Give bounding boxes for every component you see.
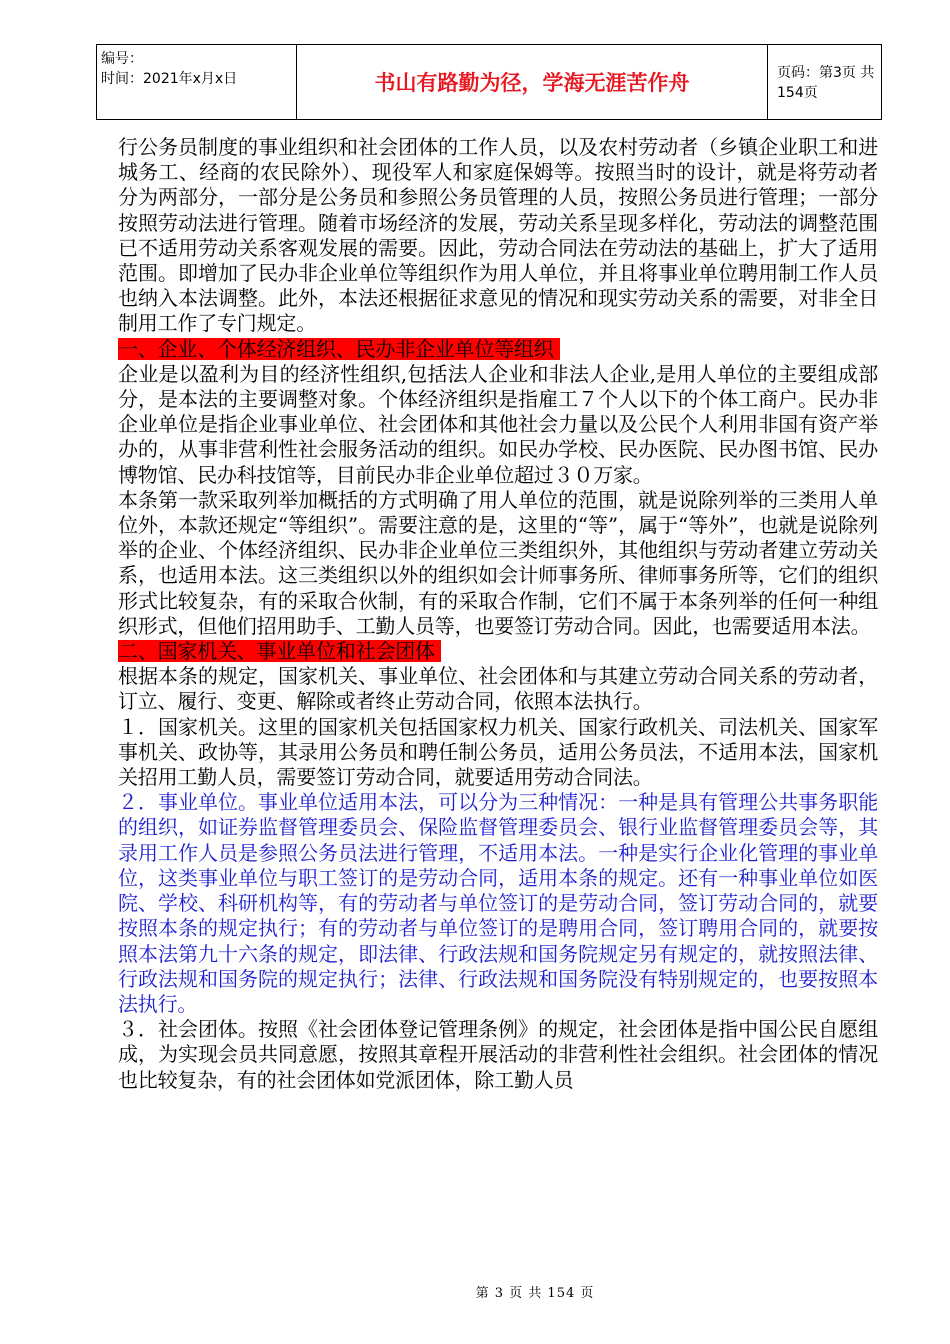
paragraph: 本条第一款采取列举加概括的方式明确了用人单位的范围，就是说除列举的三类用人单位外，本款还规定“等组织”。需要注意的是，这里的“等”，属于“等外”，也就是说除列举的企业、个体经济组织、民办非企业单位三类组织外，其他组织与劳动者建立劳动关系，也适用本法。这三类组织以外的组织如会计师事务所、律师事务所等，它们的组织形式比较复杂，有的采取合伙制，有的采取合作制，它们不属于本条列举的任何一种组织形式，但他们招用助手、工勤人员等，也要签订劳动合同。因此，也需要适用本法。 bbox=[118, 487, 878, 638]
paragraph: 根据本条的规定，国家机关、事业单位、社会团体和与其建立劳动合同关系的劳动者，订立、履行、变更、解除或者终止劳动合同，依照本法执行。 bbox=[118, 664, 878, 714]
page-header bbox=[96, 44, 882, 120]
document-time-label: 时间：2021年x月x日 bbox=[101, 71, 238, 87]
paragraph: 企业是以盈利为目的经济性组织,包括法人企业和非法人企业,是用人单位的主要组成部分，是本法的主要调整对象。个体经济组织是指雇工７个人以下的个体工商户。民办非企业单位是指企业事业单位、社会团体和其他社会力量以及公民个人利用非国有资产举办的，从事非营利性社会服务活动的组织。如民办学校、民办医院、民办图书馆、民办博物馆、民办科技馆等，目前民办非企业单位超过３０万家。 bbox=[118, 361, 878, 487]
header-info-cell bbox=[97, 45, 297, 119]
page-footer: 第 3 页 共 154 页 bbox=[475, 1286, 595, 1301]
section-heading-2: 二、国家机关、事业单位和社会团体 bbox=[118, 640, 441, 662]
paragraph-highlighted-blue: ２．事业单位。事业单位适用本法，可以分为三种情况：一种是具有管理公共事务职能的组织，如证券监督管理委员会、保险监督管理委员会、银行业监督管理委员会等，其录用工作人员是参照公务员法进行管理，不适用本法。一种是实行企业化管理的事业单位，这类事业单位与职工签订的是劳动合同，适用本条的规定。还有一种事业单位如医院、学校、科研机构等，有的劳动者与单位签订的是劳动合同，签订劳动合同的，就要按照本条的规定执行；有的劳动者与单位签订的是聘用合同，签订聘用合同的，就要按照本法第九十六条的规定，即法律、行政法规和国务院规定另有规定的，就按照法律、行政法规和国务院的规定执行；法律、行政法规和国务院没有特别规定的，也要按照本法执行。 bbox=[118, 790, 878, 1016]
paragraph: ３．社会团体。按照《社会团体登记管理条例》的规定，社会团体是指中国公民自愿组成，为实现会员共同意愿，按照其章程开展活动的非营利性社会组织。社会团体的情况也比较复杂，有的社会团体如党派团体，除工勤人员 bbox=[118, 1017, 878, 1092]
document-body bbox=[118, 135, 878, 1093]
document-number-label: 编号： bbox=[101, 51, 143, 67]
section-heading-1: 一、企业、个体经济组织、民办非企业单位等组织 bbox=[118, 338, 560, 360]
header-page-number: 页码：第3页 共154页 bbox=[777, 65, 875, 101]
paragraph: １．国家机关。这里的国家机关包括国家权力机关、国家行政机关、司法机关、国家军事机关、政协等，其录用公务员和聘任制公务员，适用公务员法，不适用本法，国家机关招用工勤人员，需要签订劳动合同，就要适用劳动合同法。 bbox=[118, 714, 878, 790]
paragraph: 行公务员制度的事业组织和社会团体的工作人员，以及农村劳动者（乡镇企业职工和进城务工、经商的农民除外）、现役军人和家庭保姆等。按照当时的设计，就是将劳动者分为两部分，一部分是公务员和参照公务员管理的人员，按照公务员进行管理；一部分按照劳动法进行管理。随着市场经济的发展，劳动关系呈现多样化，劳动法的调整范围已不适用劳动关系客观发展的需要。因此，劳动合同法在劳动法的基础上，扩大了适用范围。即增加了民办非企业单位等组织作为用人单位，并且将事业单位聘用制工作人员也纳入本法调整。此外，本法还根据征求意见的情况和现实劳动关系的需要，对非全日制用工作了专门规定。 bbox=[118, 135, 878, 336]
header-motto: 书山有路勤为径，学海无涯苦作舟 bbox=[297, 45, 768, 119]
